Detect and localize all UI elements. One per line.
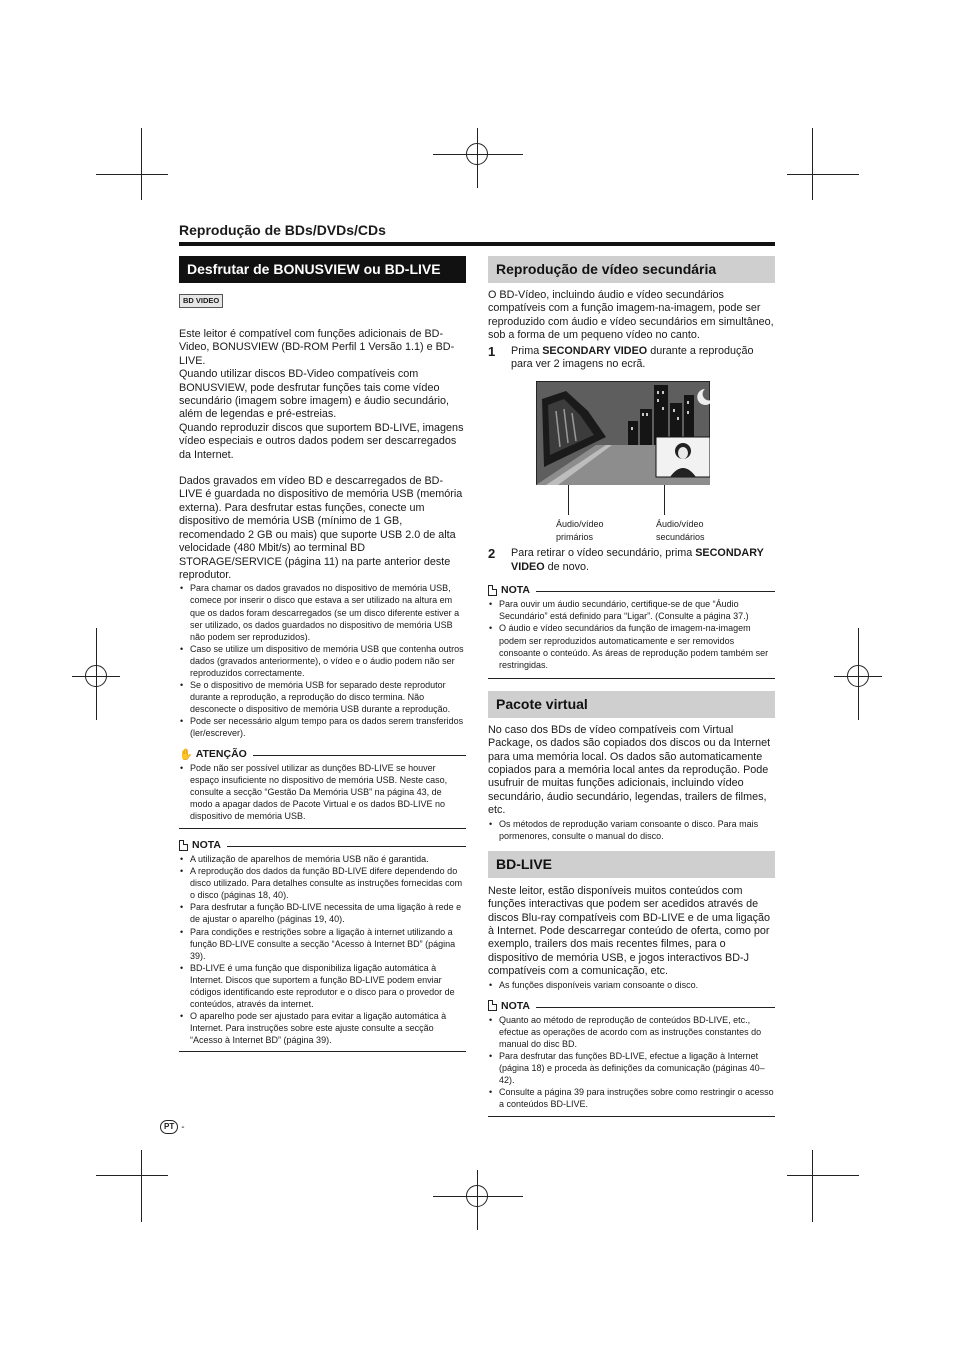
note-label: NOTA [192,839,221,851]
caption-line: Áudio/vídeo [556,519,604,530]
list-item: • Consulte a página 39 para instruções sobre como restringir o acesso a conteúdos BD-LIVE. [488,1086,775,1110]
note-bullets [179,853,466,1047]
intro-paragraph-2: Quando utilizar discos BD-Video compatíveis com BONUSVIEW, pode desfrutar funções tais come vídeo secundário (imagem sobre imagem) e áudio secundário, além de legendas e pré-estreias. [179,368,450,421]
step-1 [488,345,775,372]
secondary-video-key: SECONDARY VIDEO [542,344,648,357]
right-column [488,256,775,1117]
list-item: • A utilização de aparelhos de memória USB não é garantida. [179,853,466,865]
bd-live-note-bullets [488,1014,775,1111]
page-marker [160,1120,185,1134]
list-item: • Para ouvir um áudio secundário, certifique-se de que “Áudio Secundário” está definido para “Ligar”. (Consulte a página 37.) [488,598,775,622]
secondary-video-key: SECONDARY VIDEO [511,547,764,573]
intro-paragraph-3: Quando reproduzir discos que suportem BD-LIVE, imagens vídeo especiais e outros dados podem ser descarregados da Internet. [179,421,464,461]
secondary-intro: O BD-Vídeo, incluindo áudio e vídeo secundários compatíveis com a função imagem-na-imagem, pode ser reproduzido com áudio e vídeo secundários em simultâneo, sob a forma de um pequeno vídeo no canto. [488,289,774,342]
list-item: • Pode não ser possível utilizar as dunções BD-LIVE se houver espaço insuficiente no dispositivo de memória USB. Neste caso, consulte a secção “Gestão Da Memória USB” na página 43, de modo a apagar dados de Pacote Virtual e os dados BD-LIVE no dispositivo de memória USB. [179,762,466,822]
page-marker-suffix: - [181,1121,185,1133]
bd-live-heading: BD-LIVE [488,851,775,878]
storage-bullets [179,582,466,739]
list-item: • Para desfrutar das funções BD-LIVE, efectue a ligação à Internet (página 18) e proceda às definições da comunicação (páginas 40–42). [488,1050,775,1086]
list-item: • O aparelho pode ser ajustado para evitar a ligação automática à Internet. Para instruções sobre este ajuste consulte a secção “Acesso à Internet BD” (página 39). [179,1010,466,1046]
train-city-picture [536,381,710,485]
note-header [488,1000,775,1014]
storage-paragraph: Dados gravados em vídeo BD e descarregados de BD-LIVE é guardada no dispositivo de memória USB (memória externa). Para desfrutar estas funções, conecte um dispositivo de memória USB (mínimo de 1 GB, recomendado 2 GB ou mais) que suporte USB 2.0 de alta velocidade (480 Mbit/s) ao terminal BD STORAGE/SERVICE (página 11) na parte anterior deste reprodutor. [179,475,463,581]
left-column [179,256,466,1052]
caption-line: secundários [656,531,705,542]
list-item: • BD-LIVE é uma função que disponibiliza ligação automática à Internet. Discos que suportem a função BD-LIVE podem enviar códigos identificando este reprodutor e o disco para o provedor de conteúdos, através da internet. [179,962,466,1010]
list-item: • Para condições e restrições sobre a ligação à internet utilizando a função BD-LIVE consulte a secção “Acesso à Internet BD” (página 39). [179,926,466,962]
bonusview-heading: Desfrutar de BONUSVIEW ou BD-LIVE [179,256,466,283]
note-icon [488,585,497,596]
step-text: Prima [511,344,543,357]
note-end-rule [179,1051,466,1052]
pip-callouts [536,485,775,540]
note-end-rule [488,1116,775,1117]
caution-end-rule [179,828,466,829]
caution-label: ATENÇÃO [195,748,247,761]
pip-illustration [536,381,710,485]
list-item: • Para chamar os dados gravados no dispositivo de memória USB, comece por inserir o disco que estava a ser utilizado na altura em que os dados foram descarregados (se um disco diferente estiver a ser utilizado, os dados guardados no dispositivo de memória USB não podem ser reproduzidos). [179,582,466,642]
list-item: • Caso se utilize um dispositivo de memória USB que contenha outros dados (gravados anteriormente), o vídeo e o áudio podem não ser reproduzidos correctamente. [179,643,466,679]
intro-paragraph-1: Este leitor é compatível com funções adicionais de BD-Video, BONUSVIEW (BD-ROM Perfil 1 Versão 1.1) e BD-LIVE. [179,328,455,367]
note-label: NOTA [501,999,530,1012]
list-item: • Os métodos de reprodução variam consoante o disco. Para mais pormenores, consulte o manual do disco. [488,818,775,842]
list-item: • Quanto ao método de reprodução de conteúdos BD-LIVE, etc., efectue as operações de acordo com as instruções constantes do manual do disc BD. [488,1014,775,1050]
caption-secondary [656,518,705,543]
note-header [488,584,775,598]
caption-line: primários [556,531,594,542]
virtual-package-bullets [488,818,775,842]
list-item: • As funções disponíveis variam consoante o disco. [488,979,775,991]
step-text: durante a reprodução para ver 2 imagens no ecrã. [511,344,754,371]
section-heading: Reprodução de BDs/DVDs/CDs [179,222,386,238]
step-number: 2 [488,546,496,562]
top-rule [179,242,775,246]
note-header [179,839,466,853]
bd-live-body: Neste leitor, estão disponíveis muitos conteúdos com funções interactivas que podem ser acedidos através de discos Blu-ray compatíveis com BD-LIVE e de uma ligação à Internet. Pode descarregar conteúdo de oferta, como por exemplo, trailers dos mais recentes filmes, para o dispositivo de memória USB, e jogos interactivos BD-J compatíveis com a comunicação, etc. [488,884,771,978]
note-end-rule [488,678,775,679]
pt-language-badge: PT [160,1120,178,1134]
list-item: • Se o dispositivo de memória USB for separado deste reprodutor durante a reprodução, a reprodução do disco termina. Não desconecte o dispositivo de memória USB durante a reprodução. [179,679,466,715]
list-item: • Para desfrutar a função BD-LIVE necessita de uma ligação à rede e de ajustar o aparelho (páginas 19, 40). [179,901,466,925]
bd-video-badge: BD VIDEO [179,294,223,308]
list-item: • O áudio e vídeo secundários da função de imagem-na-imagem podem ser reproduzidos automaticamente e ser removidos consoante o conteúdo. As áreas de reprodução podem também ser restringidas. [488,622,775,670]
step-text: de novo. [544,560,590,573]
note-icon [488,1000,497,1011]
note-icon [179,840,188,851]
step-text: Para retirar o vídeo secundário, prima [511,547,696,560]
list-item: • A reprodução dos dados da função BD-LIVE difere dependendo do disco utilizado. Para detalhes consulte as instruções fornecidas com o disco (páginas 18, 40). [179,865,466,901]
secondary-note-bullets [488,598,775,671]
caution-bullets [179,762,466,822]
caption-line: Áudio/vídeo [656,519,704,530]
step-number: 1 [488,343,496,359]
list-item: • Pode ser necessário algum tempo para os dados serem transferidos (ler/escrever). [179,715,466,739]
step-2 [488,547,775,574]
secondary-video-heading: Reprodução de vídeo secundária [488,256,775,283]
caution-hand-icon: ✋ [179,748,193,761]
virtual-package-heading: Pacote virtual [488,691,775,718]
bd-live-bullets [488,979,775,991]
caution-header [179,748,466,762]
virtual-package-body: No caso dos BDs de vídeo compatíveis com Virtual Package, os dados são copiados dos discos ou da Internet para uma memória local. Os dados são automaticamente copiados para a memória local antes da reprodução. Pode usufruir de muitas funções adicionais, incluindo vídeo secundário, áudio secundário, legendas, trailers de filmes, etc. [488,723,771,817]
note-label: NOTA [501,584,530,597]
caption-primary [556,518,604,543]
